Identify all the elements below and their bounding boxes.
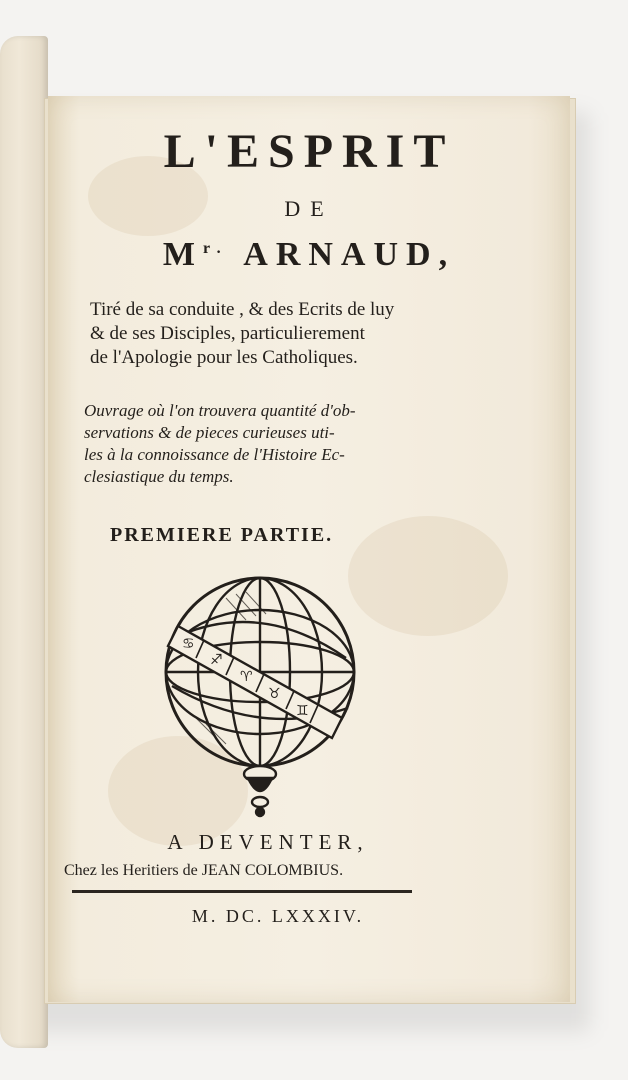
book-cover-edge: [0, 36, 48, 1048]
title-de: DE: [284, 196, 334, 221]
svg-text:♈: ♈: [240, 669, 253, 685]
italic-line: servations & de pieces curieuses uti-: [84, 423, 335, 442]
description-line: & de ses Disciples, particulierement: [90, 323, 365, 344]
author-surname: ARNAUD,: [243, 236, 456, 273]
book-title: L'ESPRIT: [163, 125, 455, 178]
imprint-place: A DEVENTER,: [167, 830, 369, 854]
author-prefix-sup: r.: [203, 240, 229, 257]
italic-line: Ouvrage où l'on trouvera quantité d'ob-: [84, 401, 356, 420]
imprint-publisher: Chez les Heritiers de JEAN COLOMBIUS.: [64, 862, 344, 879]
author-name: [48, 236, 570, 274]
svg-text:♐: ♐: [210, 652, 223, 668]
italic-line: les à la connoissance de l'Histoire Ec-: [84, 445, 345, 464]
description-line: de l'Apologie pour les Catholiques.: [90, 347, 358, 368]
description-block: [90, 298, 470, 370]
svg-text:♉: ♉: [268, 686, 281, 702]
author-prefix: M: [162, 236, 203, 273]
part-heading: PREMIERE PARTIE.: [110, 524, 334, 546]
italic-block: [84, 400, 474, 488]
svg-text:♊: ♊: [296, 703, 309, 719]
armillary-sphere-icon: [156, 568, 364, 818]
svg-text:♋: ♋: [182, 636, 195, 652]
imprint-year: M. DC. LXXXIV.: [191, 906, 365, 926]
description-line: Tiré de sa conduite , & des Ecrits de luy: [90, 299, 395, 320]
italic-line: clesiastique du temps.: [84, 467, 234, 486]
imprint-rule: [72, 890, 412, 893]
